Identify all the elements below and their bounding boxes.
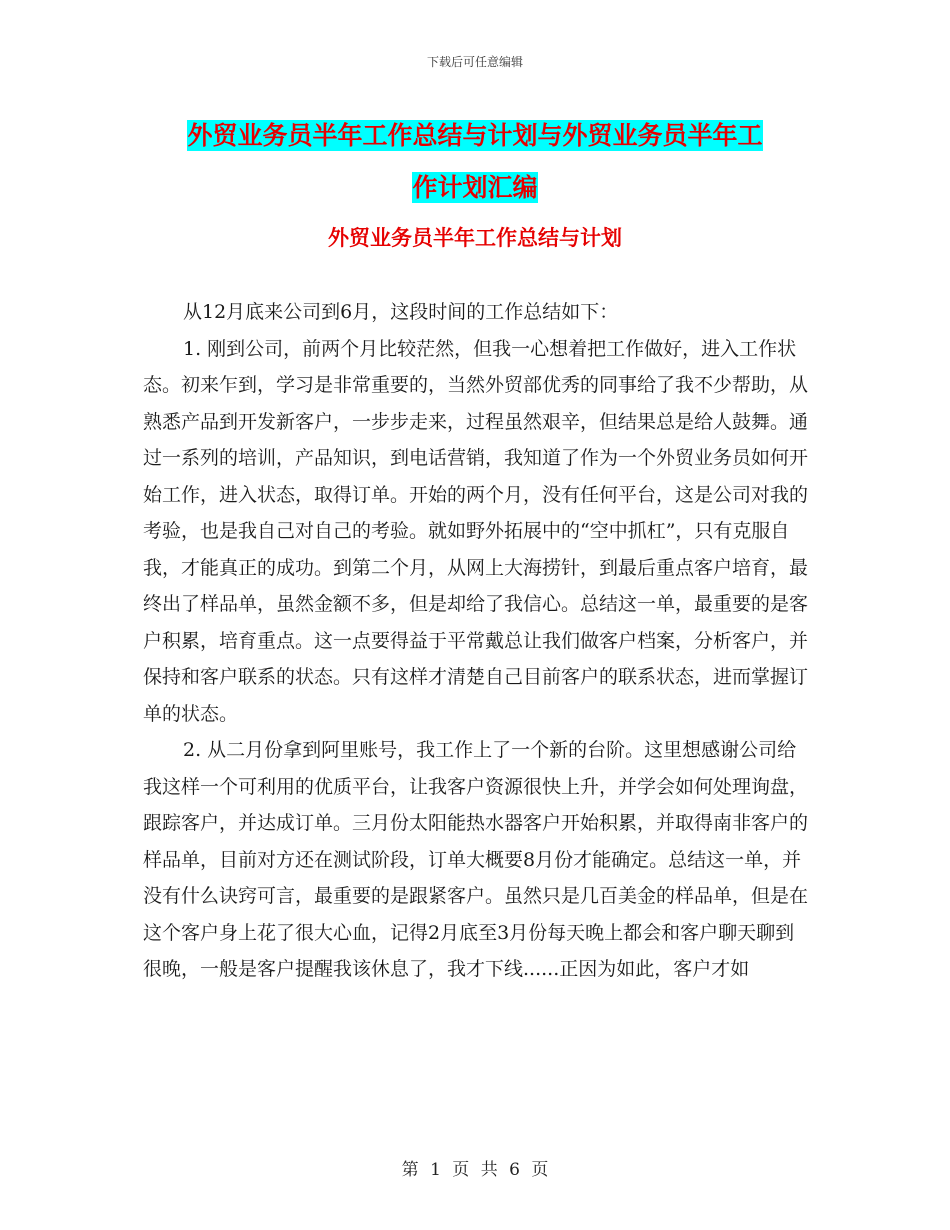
- paragraph-intro: 从12月底来公司到6月，这段时间的工作总结如下：: [183, 301, 619, 323]
- paragraph-item-1: 1. 刚到公司，前两个月比较茫然，但我一心想着把工作做好，进入工作状态。初来乍到，学习是非常重要的，当然外贸部优秀的同事给了我不少帮助，从熟悉产品到开发新客户，一步步走来，过程虽然艰辛，但结果总是给人鼓舞。通过一系列的培训，产品知识，到电话营销，我知道了作为一个外贸业务员如何开始工作，进入状态，取得订单。开始的两个月，没有任何平台，这是公司对我的考验，也是我自己对自己的考验。就如野外拓展中的“空中抓杠”，只有克服自我，才能真正的成功。到第二个月，从网上大海捞针，到最后重点客户培育，最终出了样品单，虽然金额不多，但是却给了我信心。总结这一单，最重要的是客户积累，培育重点。这一点要得益于平常戴总让我们做客户档案，分析客户，并保持和客户联系的状态。只有这样才清楚自己目前客户的联系状态，进而掌握订单的状态。: [143, 337, 809, 725]
- page-number-footer: 第 1 页 共 6 页: [401, 1160, 549, 1180]
- document-title-line2: 作计划汇编: [412, 173, 538, 202]
- document-body: [143, 294, 813, 988]
- paragraph-item-2: 2. 从二月份拿到阿里账号，我工作上了一个新的台阶。这里想感谢公司给我这样一个可利用的优质平台，让我客户资源很快上升，并学会如何处理询盘，跟踪客户，并达成订单。三月份太阳能热水器客户开始积累，并取得南非客户的样品单，目前对方还在测试阶段，订单大概要8月份才能确定。总结这一单，并没有什么诀窍可言，最重要的是跟紧客户。虽然只是几百美金的样品单，但是在这个客户身上花了很大心血，记得2月底至3月份每天晚上都会和客户聊天聊到很晚，一般是客户提醒我该休息了，我才下线......正因为如此，客户才如: [143, 739, 809, 980]
- document-title-line1: 外贸业务员半年工作总结与计划与外贸业务员半年工: [187, 121, 763, 150]
- header-note: 下载后可任意编辑: [426, 55, 523, 69]
- section-title: 外贸业务员半年工作总结与计划: [328, 226, 622, 250]
- document-title: [0, 110, 950, 214]
